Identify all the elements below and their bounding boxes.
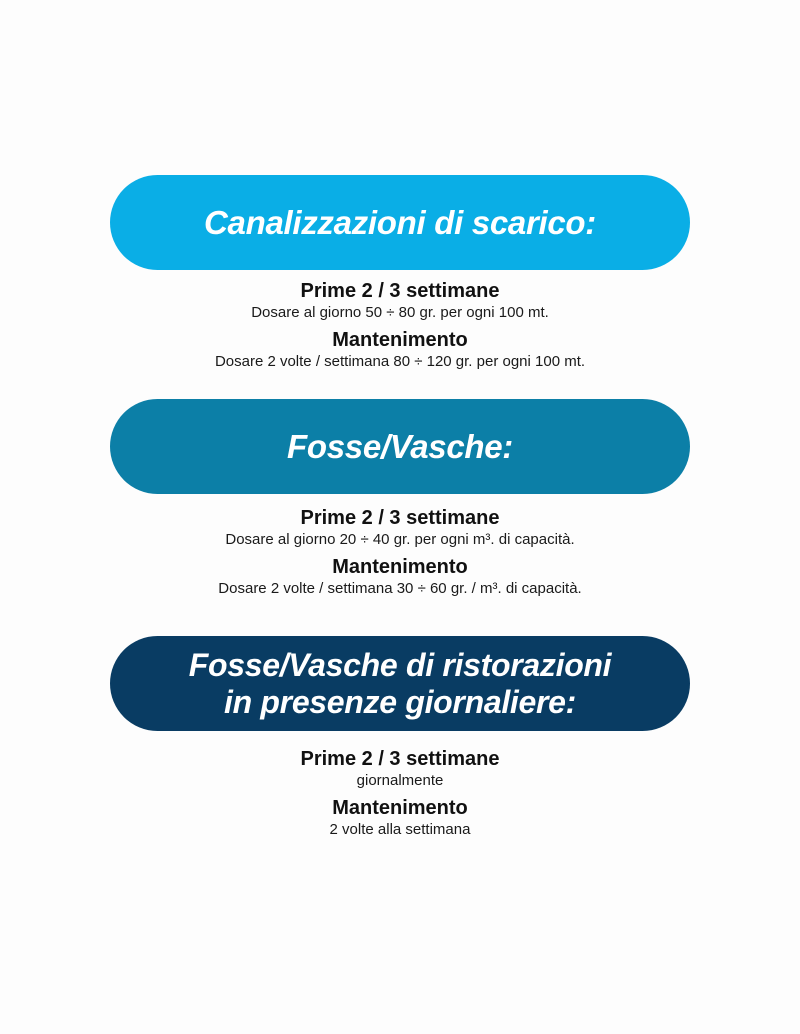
section-title: Fosse/Vasche di ristorazioni in presenze giornaliere: bbox=[188, 646, 612, 720]
first-weeks-heading: Prime 2 / 3 settimane bbox=[300, 280, 500, 302]
maintenance-detail: Dosare 2 volte / settimana 80 ÷ 120 gr. per ogni 100 mt. bbox=[214, 353, 586, 370]
first-weeks-detail: Dosare al giorno 50 ÷ 80 gr. per ogni 100 mt. bbox=[251, 304, 549, 321]
section-title-pill bbox=[110, 636, 690, 731]
section-title-pill bbox=[110, 399, 690, 494]
maintenance-detail: Dosare 2 volte / settimana 30 ÷ 60 gr. / m³. di capacità. bbox=[218, 580, 582, 597]
first-weeks-detail: giornalmente bbox=[356, 772, 444, 789]
first-weeks-heading: Prime 2 / 3 settimane bbox=[300, 507, 500, 529]
maintenance-detail: 2 volte alla settimana bbox=[329, 821, 471, 838]
dosage-info bbox=[0, 747, 800, 839]
dosage-info bbox=[0, 506, 800, 598]
section-title: Fosse/Vasche: bbox=[287, 427, 513, 465]
maintenance-heading: Mantenimento bbox=[332, 556, 468, 578]
maintenance-heading: Mantenimento bbox=[332, 329, 468, 351]
section-title-pill bbox=[110, 175, 690, 270]
section-title: Canalizzazioni di scarico: bbox=[204, 203, 596, 241]
dosage-info bbox=[0, 279, 800, 371]
first-weeks-detail: Dosare al giorno 20 ÷ 40 gr. per ogni m³. di capacità. bbox=[225, 531, 575, 548]
maintenance-heading: Mantenimento bbox=[332, 797, 468, 819]
first-weeks-heading: Prime 2 / 3 settimane bbox=[300, 748, 500, 770]
